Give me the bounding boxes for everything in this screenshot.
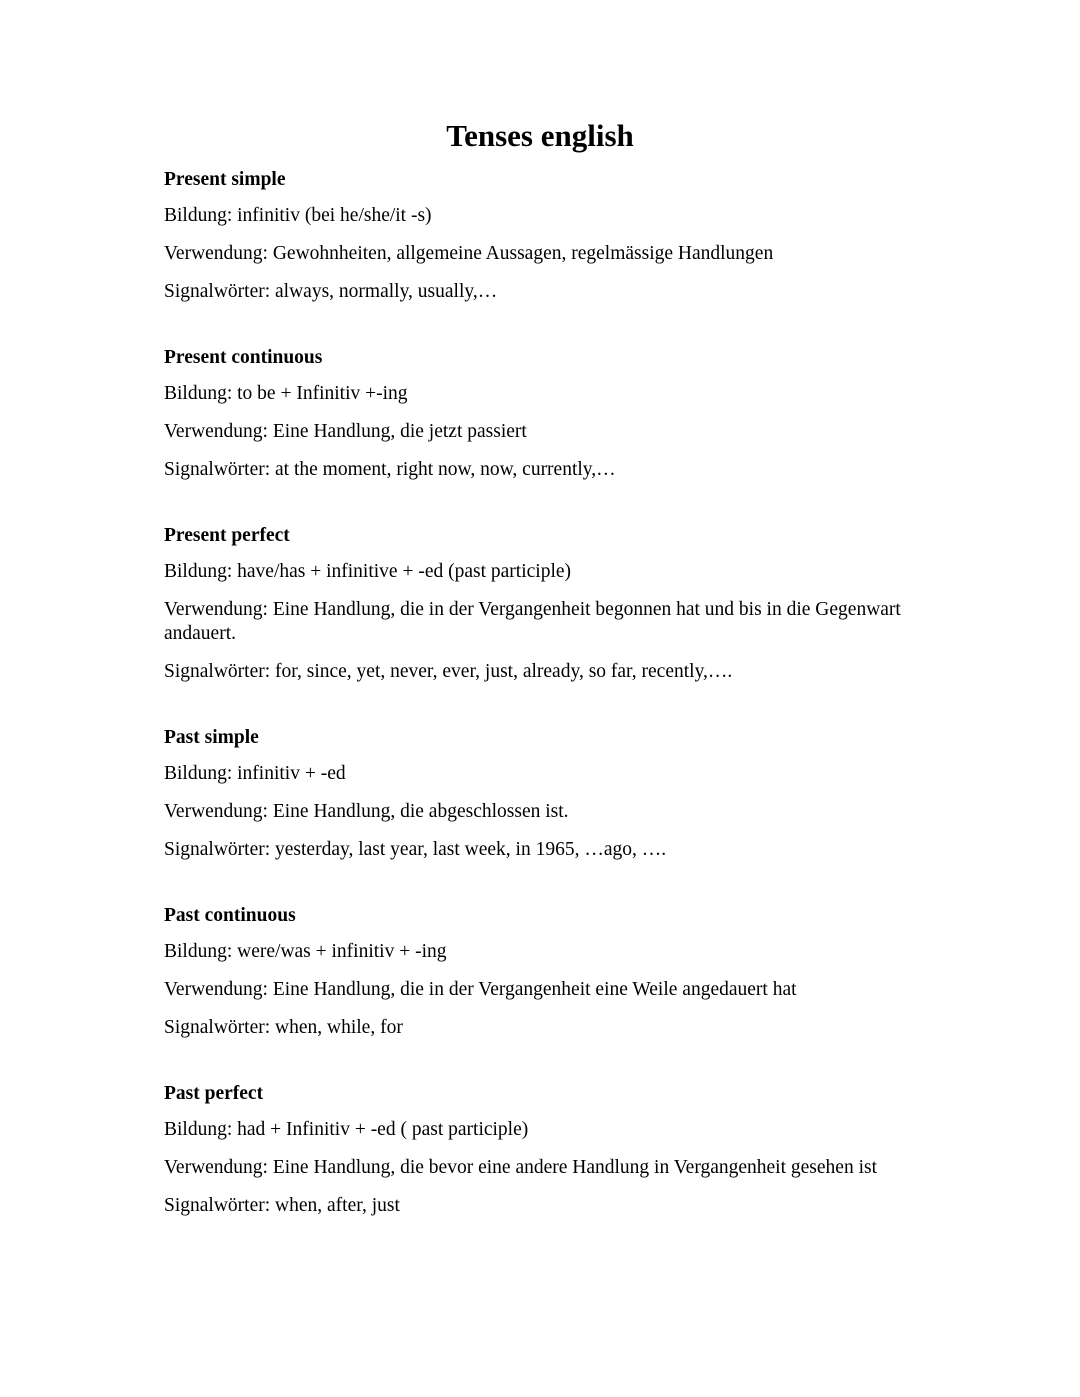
bildung-line: Bildung: had + Infinitiv + -ed ( past participle) xyxy=(164,1119,529,1140)
section-past-continuous xyxy=(164,902,924,1040)
bildung-line: Bildung: were/was + infinitiv + -ing xyxy=(164,941,447,962)
section-heading: Past continuous xyxy=(164,905,296,926)
bildung-line: Bildung: infinitiv (bei he/she/it -s) xyxy=(164,205,432,226)
signalwoerter-line: Signalwörter: always, normally, usually,… xyxy=(164,281,498,302)
signalwoerter-line: Signalwörter: when, while, for xyxy=(164,1017,403,1038)
bildung-line: Bildung: have/has + infinitive + -ed (past participle) xyxy=(164,561,572,582)
verwendung-line: Verwendung: Eine Handlung, die bevor eine andere Handlung in Vergangenheit gesehen ist xyxy=(164,1157,877,1178)
verwendung-line: Verwendung: Eine Handlung, die abgeschlossen ist. xyxy=(164,801,569,822)
section-heading: Present continuous xyxy=(164,347,323,368)
section-present-perfect xyxy=(164,522,924,684)
section-present-continuous xyxy=(164,344,924,482)
section-heading: Past simple xyxy=(164,727,259,748)
verwendung-line: Verwendung: Eine Handlung, die in der Vergangenheit eine Weile angedauert hat xyxy=(164,979,797,1000)
section-heading: Past perfect xyxy=(164,1083,264,1104)
signalwoerter-line: Signalwörter: for, since, yet, never, ever, just, already, so far, recently,…. xyxy=(164,661,733,682)
verwendung-line: Verwendung: Eine Handlung, die in der Vergangenheit begonnen hat und bis in die Gegenwart andauert. xyxy=(164,599,901,644)
section-heading: Present simple xyxy=(164,169,286,190)
signalwoerter-line: Signalwörter: at the moment, right now, now, currently,… xyxy=(164,459,616,480)
section-present-simple xyxy=(164,166,924,304)
section-past-perfect xyxy=(164,1080,924,1218)
verwendung-line: Verwendung: Eine Handlung, die jetzt passiert xyxy=(164,421,527,442)
signalwoerter-line: Signalwörter: yesterday, last year, last week, in 1965, …ago, …. xyxy=(164,839,667,860)
bildung-line: Bildung: to be + Infinitiv +-ing xyxy=(164,383,408,404)
signalwoerter-line: Signalwörter: when, after, just xyxy=(164,1195,400,1216)
bildung-line: Bildung: infinitiv + -ed xyxy=(164,763,346,784)
section-heading: Present perfect xyxy=(164,525,290,546)
verwendung-line: Verwendung: Gewohnheiten, allgemeine Aussagen, regelmässige Handlungen xyxy=(164,243,774,264)
section-past-simple xyxy=(164,724,924,862)
document-body xyxy=(164,166,924,1258)
document-title: Tenses english xyxy=(446,118,634,153)
